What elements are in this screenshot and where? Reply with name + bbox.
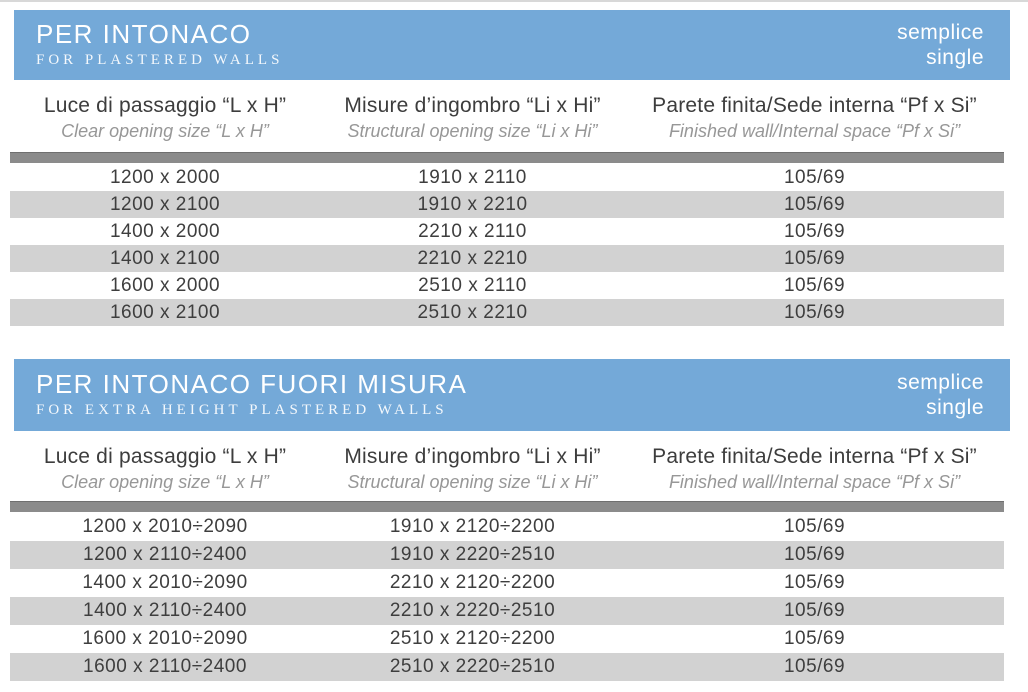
- table-cell: 2510 x 2210: [417, 301, 528, 323]
- table-cell: 2210 x 2210: [417, 247, 528, 269]
- variant-label-it: semplice: [897, 371, 984, 394]
- table-cell: 1200 x 2000: [109, 166, 221, 188]
- table-cell: 2210 x 2120÷2200: [389, 572, 556, 593]
- table-cell: 2210 x 2220÷2510: [389, 600, 556, 621]
- table-cell: 2510 x 2220÷2510: [389, 656, 556, 677]
- section-banner: [14, 10, 1010, 80]
- table-row: [10, 625, 1004, 653]
- section-subtitle: FOR PLASTERED WALLS: [36, 52, 284, 68]
- column-subtitle: Finished wall/Internal space “Pf x Si”: [668, 472, 961, 492]
- column-header-finished-wall: [625, 443, 1004, 494]
- table-cell: 105/69: [783, 193, 846, 215]
- table-cell: 1200 x 2010÷2090: [82, 516, 248, 537]
- variant-badge: [897, 370, 984, 420]
- table-cell: 1400 x 2100: [109, 247, 221, 269]
- table-cell: 1200 x 2100: [109, 193, 221, 215]
- banner-titles: [36, 19, 283, 71]
- table-row: [10, 513, 1004, 541]
- table-row: [10, 191, 1004, 218]
- column-title: Misure d’ingombro “Li x Hi”: [344, 94, 601, 117]
- variant-label-en: single: [926, 396, 984, 419]
- column-subtitle: Clear opening size “L x H”: [61, 121, 269, 141]
- column-title: Parete finita/Sede interna “Pf x Si”: [652, 445, 977, 468]
- column-header-clear-opening: [10, 443, 320, 494]
- table-cell: 1400 x 2010÷2090: [82, 572, 248, 593]
- section-subtitle: FOR EXTRA HEIGHT PLASTERED WALLS: [36, 402, 448, 418]
- header-divider-bar: [10, 501, 1004, 512]
- table-row: [10, 272, 1004, 299]
- table-row: [10, 299, 1004, 326]
- table-cell: 1600 x 2110÷2400: [83, 656, 247, 677]
- column-title: Luce di passaggio “L x H”: [43, 94, 287, 117]
- column-header-structural-opening: [320, 443, 625, 494]
- table-cell: 105/69: [783, 572, 846, 593]
- table-row: [10, 541, 1004, 569]
- column-subtitle: Finished wall/Internal space “Pf x Si”: [668, 121, 961, 141]
- table-cell: 105/69: [783, 656, 846, 677]
- table-cell: 2210 x 2110: [418, 220, 527, 242]
- column-headers: [10, 92, 1004, 143]
- table-cell: 1600 x 2010÷2090: [82, 628, 248, 649]
- table-cell: 105/69: [783, 247, 846, 269]
- section-per-intonaco-fuori-misura: [0, 359, 1028, 681]
- table-cell: 1600 x 2100: [109, 301, 221, 323]
- table-cell: 105/69: [783, 628, 846, 649]
- table-cell: 1910 x 2220÷2510: [389, 544, 556, 565]
- variant-label-en: single: [926, 46, 984, 69]
- column-title: Misure d’ingombro “Li x Hi”: [344, 445, 601, 468]
- table-row: [10, 569, 1004, 597]
- column-header-structural-opening: [320, 92, 625, 143]
- table-row: [10, 218, 1004, 245]
- column-header-clear-opening: [10, 92, 320, 143]
- banner-titles: [36, 369, 467, 421]
- column-header-finished-wall: [625, 92, 1004, 143]
- table-cell: 105/69: [783, 301, 846, 323]
- table-cell: 105/69: [783, 220, 846, 242]
- table-row: [10, 597, 1004, 625]
- table-cell: 2510 x 2120÷2200: [389, 628, 556, 649]
- table-cell: 1400 x 2000: [109, 220, 221, 242]
- table-row: [10, 164, 1004, 191]
- table-cell: 105/69: [783, 516, 846, 537]
- table-cell: 105/69: [783, 544, 846, 565]
- column-subtitle: Structural opening size “Li x Hi”: [347, 121, 598, 141]
- table-cell: 1600 x 2000: [109, 274, 221, 296]
- section-banner: [14, 359, 1010, 431]
- top-rule-divider: [0, 0, 1028, 2]
- table-cell: 1200 x 2110÷2400: [83, 544, 247, 565]
- table-cell: 1910 x 2210: [417, 193, 528, 215]
- variant-badge: [897, 20, 984, 70]
- column-title: Parete finita/Sede interna “Pf x Si”: [652, 94, 977, 117]
- table-cell: 1400 x 2110÷2400: [83, 600, 247, 621]
- header-divider-bar: [10, 152, 1004, 163]
- table-cell: 1910 x 2120÷2200: [389, 516, 556, 537]
- section-title: PER INTONACO FUORI MISURA: [36, 369, 468, 399]
- table-cell: 1910 x 2110: [418, 166, 527, 188]
- column-headers: [10, 443, 1004, 494]
- table-cell: 105/69: [783, 166, 846, 188]
- section-per-intonaco: [0, 10, 1028, 326]
- variant-label-it: semplice: [897, 21, 984, 44]
- table-row: [10, 245, 1004, 272]
- table-cell: 105/69: [783, 274, 846, 296]
- table-row: [10, 653, 1004, 681]
- column-title: Luce di passaggio “L x H”: [43, 445, 287, 468]
- table-cell: 2510 x 2110: [418, 274, 527, 296]
- column-subtitle: Structural opening size “Li x Hi”: [347, 472, 598, 492]
- table-cell: 105/69: [783, 600, 846, 621]
- section-title: PER INTONACO: [36, 19, 252, 49]
- size-table: [10, 513, 1004, 681]
- column-subtitle: Clear opening size “L x H”: [61, 472, 269, 492]
- size-table: [10, 164, 1004, 326]
